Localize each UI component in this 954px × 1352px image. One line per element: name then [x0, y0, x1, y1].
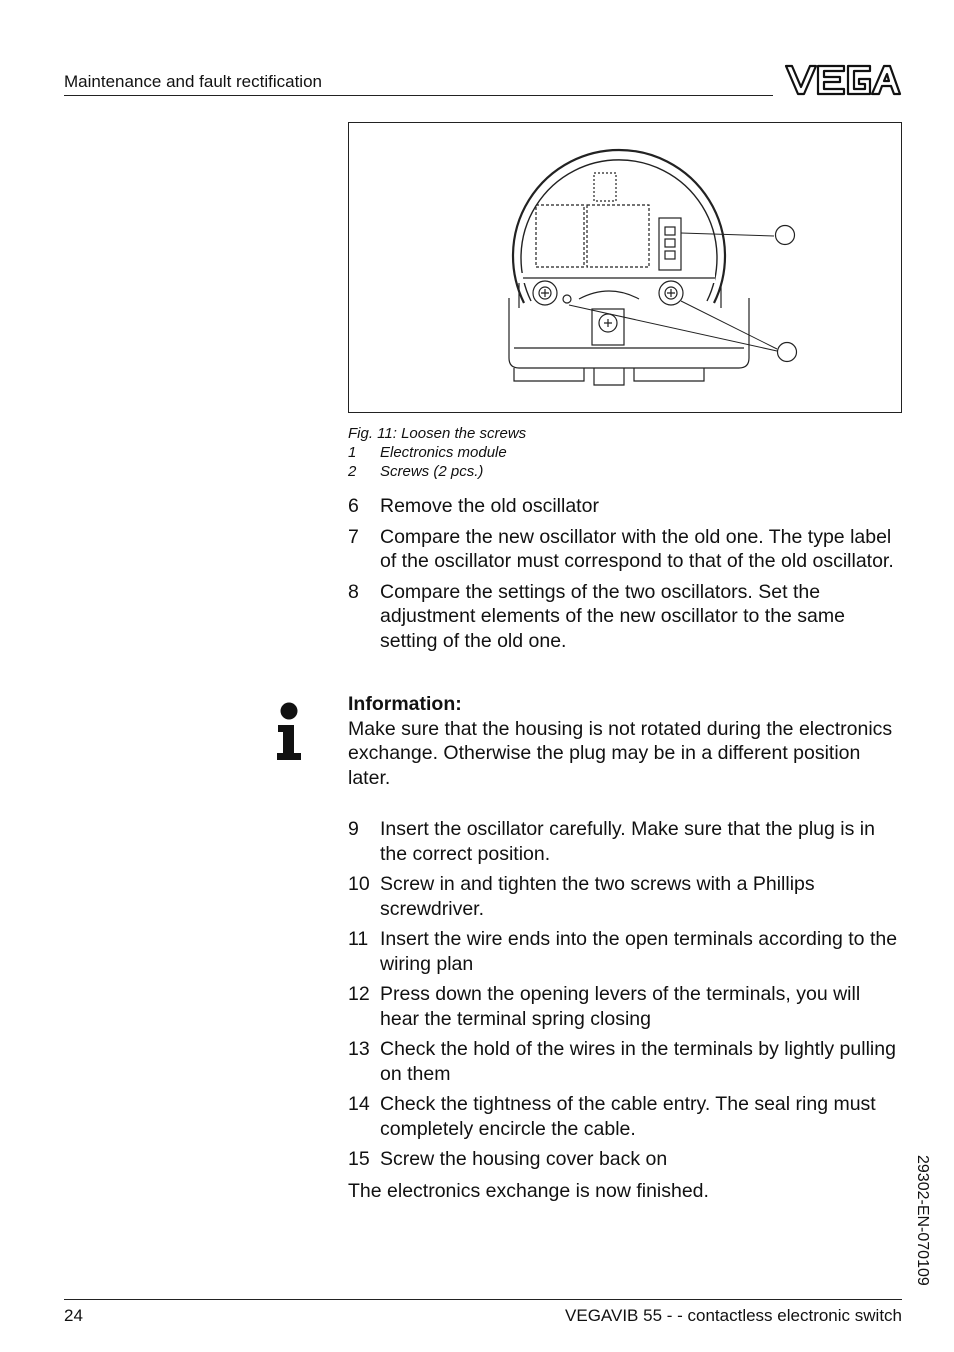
step-number: 9	[348, 818, 359, 840]
information-icon	[274, 702, 304, 762]
header-rule	[64, 95, 773, 96]
step-item	[348, 1147, 904, 1172]
step-text: Press down the opening levers of the terminals, you will hear the terminal spring closing	[380, 983, 861, 1030]
step-number: 8	[348, 580, 359, 603]
step-item	[348, 982, 904, 1031]
legend-number: 2	[348, 463, 357, 480]
step-item	[348, 1037, 904, 1086]
step-item	[348, 494, 904, 519]
legend-label: Screws (2 pcs.)	[380, 463, 484, 480]
page-number: 24	[64, 1306, 83, 1325]
step-number: 14	[348, 1093, 370, 1115]
legend-item	[348, 443, 526, 462]
step-item	[348, 525, 904, 574]
step-text: Check the tightness of the cable entry. The seal ring must completely encircle the cable.	[380, 1093, 876, 1140]
step-number: 15	[348, 1148, 370, 1170]
step-number: 12	[348, 983, 370, 1005]
footer-rule	[64, 1299, 902, 1300]
closing-text: The electronics exchange is now finished.	[348, 1180, 709, 1202]
step-text: Compare the settings of the two oscillators. Set the adjustment elements of the new oscillator to the same setting of the old one.	[380, 580, 845, 652]
steps-list-b	[348, 817, 904, 1178]
step-number: 10	[348, 873, 370, 895]
step-text: Remove the old oscillator	[380, 495, 599, 517]
information-text: Make sure that the housing is not rotated during the electronics exchange. Otherwise the plug may be in a different position later.	[348, 717, 893, 789]
step-item	[348, 872, 904, 921]
step-number: 6	[348, 495, 359, 517]
step-text: Screw in and tighten the two screws with a Phillips screwdriver.	[380, 873, 815, 920]
step-item	[348, 817, 904, 866]
section-title: Maintenance and fault rectification	[64, 72, 322, 91]
step-text: Insert the wire ends into the open terminals according to the wiring plan	[380, 928, 898, 975]
step-number: 11	[348, 928, 369, 950]
legend-number: 1	[348, 444, 357, 461]
housing-drawing	[349, 123, 901, 412]
step-text: Insert the oscillator carefully. Make sure that the plug is in the correct position.	[380, 818, 875, 865]
step-text: Compare the new oscillator with the old one. The type label of the oscillator must correspond to that of the old oscillator.	[380, 525, 894, 572]
step-number: 7	[348, 525, 359, 548]
information-block	[348, 692, 904, 790]
step-text: Screw the housing cover back on	[380, 1148, 668, 1170]
document-code: 29302-EN-070109	[914, 1155, 931, 1286]
step-text: Check the hold of the wires in the terminals by lightly pulling on them	[380, 1038, 896, 1085]
step-item	[348, 1092, 904, 1141]
figure-caption: Fig. 11: Loosen the screws	[348, 425, 527, 442]
footer-doc-title: VEGAVIB 55 - - contactless electronic switch	[565, 1306, 902, 1325]
step-item	[348, 927, 904, 976]
legend-label: Electronics module	[380, 444, 507, 461]
step-number: 13	[348, 1038, 370, 1060]
vega-logo	[782, 62, 902, 98]
information-heading: Information:	[348, 693, 462, 715]
figure-electronics-module	[348, 122, 902, 413]
legend-item	[348, 462, 526, 481]
figure-caption-block	[348, 424, 526, 481]
step-item	[348, 580, 904, 654]
steps-list-a	[348, 494, 904, 659]
